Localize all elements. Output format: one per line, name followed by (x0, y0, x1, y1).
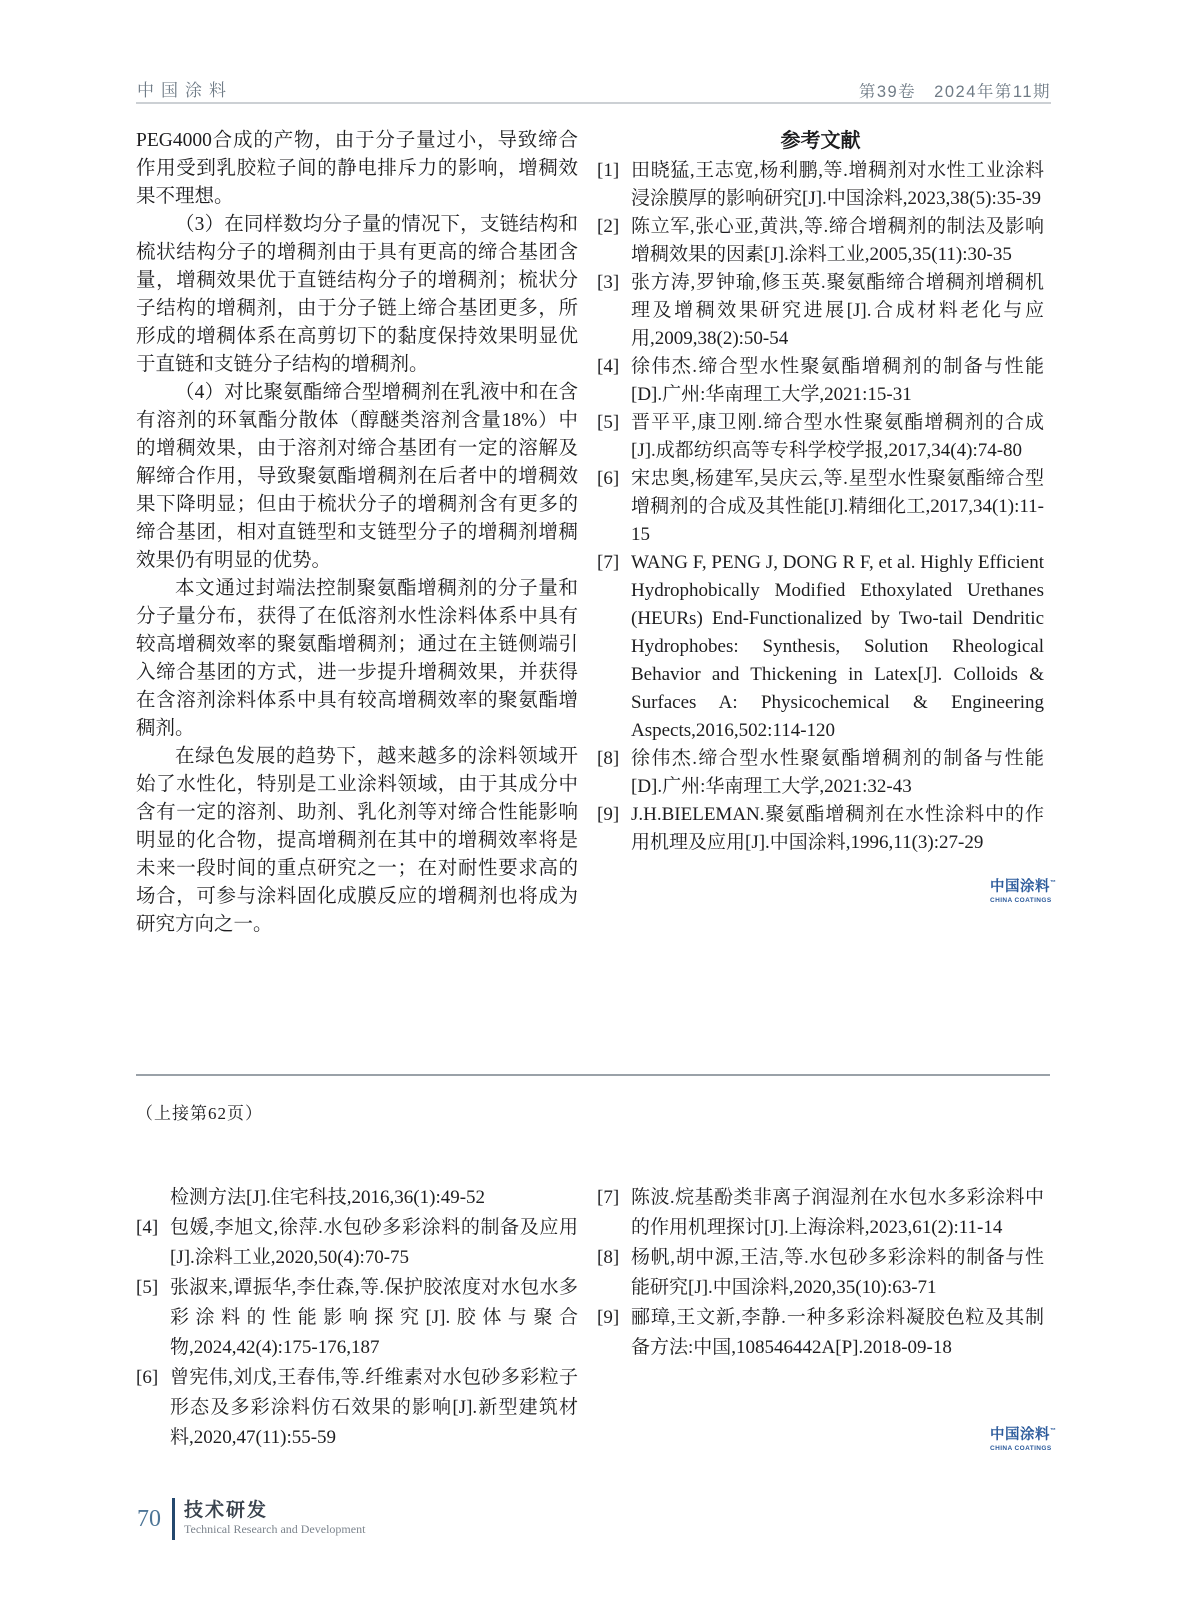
reference-text: 徐伟杰.缔合型水性聚氨酯增稠剂的制备与性能[D].广州:华南理工大学,2021:15-31 (631, 356, 1044, 405)
logo-subtitle: CHINA COATINGS (990, 896, 1052, 904)
reference-number: [8] (597, 1247, 620, 1268)
references-title: 参考文献 (780, 130, 861, 152)
reference-text: 晋平平,康卫刚.缔合型水性聚氨酯增稠剂的合成[J].成都纺织高等专科学校学报,2017,34(4):74-80 (631, 412, 1044, 461)
references-column (597, 127, 1044, 857)
reference-text: 陈波.烷基酚类非离子润湿剂在水包水多彩涂料中的作用机理探讨[J].上海涂料,2023,61(2):11-14 (631, 1187, 1044, 1238)
continued-references-left (136, 1183, 578, 1453)
reference-number: [5] (597, 412, 620, 433)
header-issue-info: 第39卷 2024年第11期 (858, 83, 1051, 101)
reference-item (597, 1183, 1044, 1243)
reference-text: 检测方法[J].住宅科技,2016,36(1):49-52 (170, 1187, 486, 1208)
page-footer (133, 1498, 365, 1540)
reference-item (597, 409, 1044, 465)
body-paragraph: （4）对比聚氨酯缔合型增稠剂在乳液中和在含有溶剂的环氧酯分散体（醇醚类溶剂含量18%）中的增稠效果，由于溶剂对缔合基团有一定的溶解及解缔合作用，导致聚氨酯增稠剂在后者中的增稠效果下降明显；但由于梳状分子的增稠剂含有更多的缔合基团，相对直链型和支链型分子的增稠剂增稠效果仍有明显的优势。 (136, 382, 578, 571)
body-paragraph: （3）在同样数均分子量的情况下，支链结构和梳状结构分子的增稠剂由于具有更高的缔合基团含量，增稠效果优于直链结构分子的增稠剂；梳状分子结构的增稠剂，由于分子链上缔合基团更多，所形成的增稠体系在高剪切下的黏度保持效果明显优于直链和支链分子结构的增稠剂。 (136, 214, 578, 375)
reference-item (597, 1303, 1044, 1363)
reference-text: 宋忠奥,杨建军,吴庆云,等.星型水性聚氨酯缔合型增稠剂的合成及其性能[J].精细化工,2017,34(1):11-15 (631, 468, 1044, 545)
trademark-mark: ™ (1050, 880, 1056, 886)
trademark-mark: ™ (1050, 1428, 1056, 1434)
reference-text: 田晓猛,王志宽,杨利鹏,等.增稠剂对水性工业涂料浸涂膜厚的影响研究[J].中国涂料,2023,38(5):35-39 (631, 160, 1044, 209)
reference-text: J.H.BIELEMAN.聚氨酯增稠剂在水性涂料中的作用机理及应用[J].中国涂料,1996,11(3):27-29 (631, 804, 1044, 853)
reference-text: 张淑来,谭振华,李仕森,等.保护胶浓度对水包水多彩涂料的性能影响探究[J].胶体与聚合物,2024,42(4):175-176,187 (170, 1277, 578, 1358)
footer-section-title: 技术研发 (184, 1500, 269, 1521)
reference-item (597, 465, 1044, 549)
reference-text: 包媛,李旭文,徐萍.水包砂多彩涂料的制备及应用[J].涂料工业,2020,50(4):70-75 (170, 1217, 578, 1268)
header-rule (136, 102, 1051, 104)
reference-number: [3] (597, 272, 620, 293)
reference-text: 曾宪伟,刘戊,王春伟,等.纤维素对水包砂多彩粒子形态及多彩涂料仿石效果的影响[J].新型建筑材料,2020,47(11):55-59 (170, 1367, 578, 1448)
reference-number: [6] (597, 468, 620, 489)
reference-text: WANG F, PENG J, DONG R F, et al. Highly Efficient Hydrophobically Modified Ethoxylated Urethanes (HEURs) End-Functionalized by Two-tail Dendritic Hydrophobes: Synthesis, Solution Rheological Behavior and Thickening in Latex[J]. Colloids & Surfaces A: Physicochemical & Engineering Aspects,2016,502:114-120 (631, 552, 1044, 741)
reference-number: [2] (597, 216, 620, 237)
reference-text: 张方涛,罗钟瑜,修玉英.聚氨酯缔合增稠剂增稠机理及增稠效果研究进展[J].合成材料老化与应用,2009,38(2):50-54 (631, 272, 1044, 349)
reference-text: 陈立军,张心亚,黄洪,等.缔合增稠剂的制法及影响增稠效果的因素[J].涂料工业,2005,35(11):30-35 (631, 216, 1044, 265)
reference-number: [1] (597, 160, 620, 181)
logo-subtitle: CHINA COATINGS (990, 1444, 1052, 1452)
footer-section-subtitle: Technical Research and Development (184, 1522, 366, 1536)
reference-item (597, 801, 1044, 857)
body-paragraph: 在绿色发展的趋势下，越来越多的涂料领域开始了水性化，特别是工业涂料领域，由于其成分中含有一定的溶剂、助剂、乳化剂等对缔合性能影响明显的化合物，提高增稠剂在其中的增稠效率将是未来一段时间的重点研究之一；在对耐性要求高的场合，可参与涂料固化成膜反应的增稠剂也将成为研究方向之一。 (136, 746, 578, 935)
reference-item (597, 353, 1044, 409)
reference-number: [9] (597, 804, 620, 825)
reference-number: [5] (136, 1277, 159, 1298)
footer-page-number: 70 (137, 1505, 161, 1532)
reference-item (597, 549, 1044, 745)
logo-wordmark: 中国涂料™ (990, 879, 1056, 895)
continuation-note: （上接第62页） (136, 1104, 263, 1123)
reference-number (136, 1183, 170, 1213)
footer-section (184, 1501, 365, 1537)
reference-number: [4] (597, 356, 620, 377)
continued-references-right (597, 1183, 1044, 1363)
reference-item (597, 1243, 1044, 1303)
logo-wordmark: 中国涂料™ (990, 1427, 1056, 1443)
reference-list-top (597, 157, 1044, 857)
reference-text: 郦璋,王文新,李静.一种多彩涂料凝胶色粒及其制备方法:中国,108546442A[P].2018-09-18 (631, 1307, 1044, 1358)
reference-item (136, 1213, 578, 1273)
body-column (136, 127, 578, 939)
reference-number: [9] (597, 1307, 620, 1328)
body-paragraph: PEG4000合成的产物，由于分子量过小，导致缔合作用受到乳胶粒子间的静电排斥力的影响，增稠效果不理想。 (136, 130, 578, 207)
reference-number: [7] (597, 1187, 620, 1208)
footer-divider-bar (172, 1498, 175, 1540)
reference-number: [4] (136, 1217, 159, 1238)
reference-number: [8] (597, 748, 620, 769)
reference-item (597, 213, 1044, 269)
body-paragraph: 本文通过封端法控制聚氨酯增稠剂的分子量和分子量分布，获得了在低溶剂水性涂料体系中具有较高增稠效率的聚氨酯增稠剂；通过在主链侧端引入缔合基团的方式，进一步提升增稠效果，并获得在含溶剂涂料体系中具有较高增稠效率的聚氨酯增稠剂。 (136, 578, 578, 739)
reference-item (597, 269, 1044, 353)
header-journal-title: 中国涂料 (137, 81, 233, 100)
reference-text: 杨帆,胡中源,王洁,等.水包砂多彩涂料的制备与性能研究[J].中国涂料,2020,35(10):63-71 (631, 1247, 1044, 1298)
reference-item (597, 745, 1044, 801)
reference-text: 徐伟杰.缔合型水性聚氨酯增稠剂的制备与性能[D].广州:华南理工大学,2021:32-43 (631, 748, 1044, 797)
section-divider (136, 1074, 1050, 1076)
reference-number: [7] (597, 552, 620, 573)
reference-item (136, 1273, 578, 1363)
reference-item (136, 1183, 578, 1213)
reference-number: [6] (136, 1367, 159, 1388)
reference-item (597, 157, 1044, 213)
china-coatings-logo (990, 1428, 1070, 1452)
reference-item (136, 1363, 578, 1453)
china-coatings-logo (990, 880, 1070, 904)
